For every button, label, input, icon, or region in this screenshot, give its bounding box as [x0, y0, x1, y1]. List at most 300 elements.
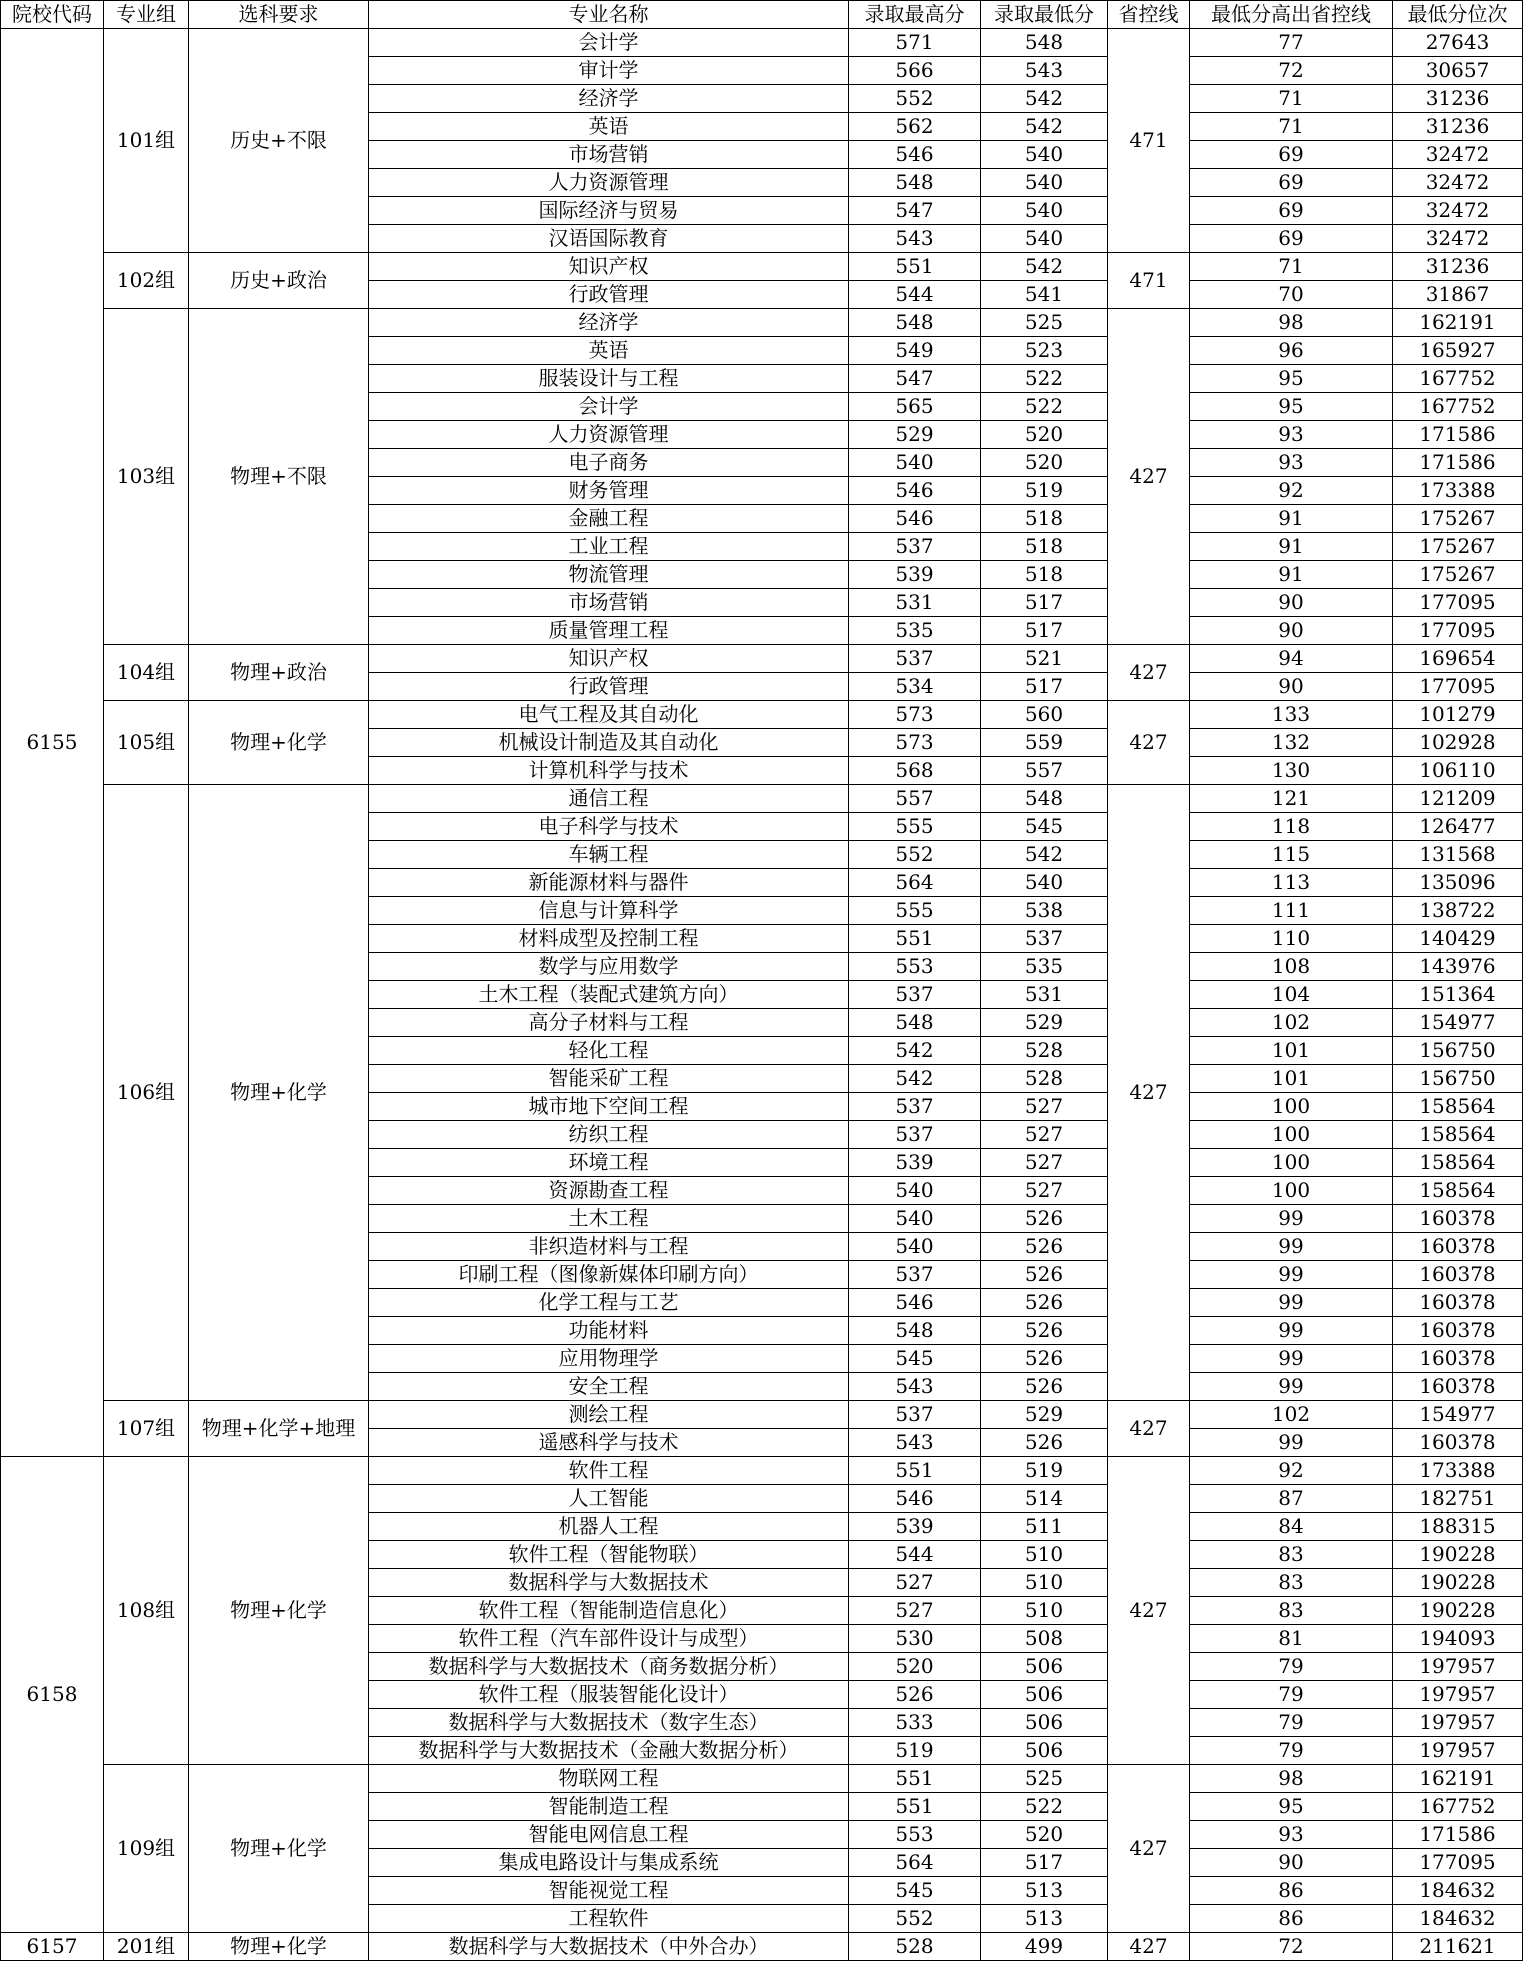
min-rank-cell: 160378 [1393, 1261, 1523, 1289]
above-control-line-cell: 95 [1190, 393, 1393, 421]
major-name-cell: 数据科学与大数据技术 [369, 1569, 849, 1597]
min-score-cell: 528 [981, 1065, 1108, 1093]
max-score-cell: 546 [849, 1485, 981, 1513]
major-group-cell: 105组 [104, 701, 189, 785]
min-score-cell: 529 [981, 1009, 1108, 1037]
min-rank-cell: 160378 [1393, 1233, 1523, 1261]
min-score-cell: 522 [981, 1793, 1108, 1821]
major-name-cell: 智能电网信息工程 [369, 1821, 849, 1849]
max-score-cell: 552 [849, 1905, 981, 1933]
min-score-cell: 537 [981, 925, 1108, 953]
max-score-cell: 547 [849, 365, 981, 393]
min-rank-cell: 175267 [1393, 561, 1523, 589]
min-score-cell: 545 [981, 813, 1108, 841]
min-score-cell: 508 [981, 1625, 1108, 1653]
above-control-line-cell: 115 [1190, 841, 1393, 869]
min-score-cell: 518 [981, 533, 1108, 561]
table-row [1, 309, 1523, 337]
major-group-cell: 103组 [104, 309, 189, 645]
major-name-cell: 国际经济与贸易 [369, 197, 849, 225]
min-score-cell: 506 [981, 1737, 1108, 1765]
min-score-cell: 526 [981, 1233, 1108, 1261]
major-name-cell: 土木工程（装配式建筑方向） [369, 981, 849, 1009]
major-name-cell: 城市地下空间工程 [369, 1093, 849, 1121]
control-line-cell: 427 [1108, 1765, 1190, 1933]
min-rank-cell: 177095 [1393, 617, 1523, 645]
min-score-cell: 526 [981, 1345, 1108, 1373]
above-control-line-cell: 86 [1190, 1877, 1393, 1905]
min-rank-cell: 151364 [1393, 981, 1523, 1009]
subject-requirement-cell: 历史+不限 [189, 29, 369, 253]
min-score-cell: 526 [981, 1205, 1108, 1233]
major-name-cell: 英语 [369, 337, 849, 365]
min-rank-cell: 165927 [1393, 337, 1523, 365]
min-rank-cell: 138722 [1393, 897, 1523, 925]
min-score-cell: 527 [981, 1121, 1108, 1149]
min-rank-cell: 197957 [1393, 1709, 1523, 1737]
max-score-cell: 551 [849, 1457, 981, 1485]
above-control-line-cell: 91 [1190, 561, 1393, 589]
major-name-cell: 智能制造工程 [369, 1793, 849, 1821]
min-rank-cell: 169654 [1393, 645, 1523, 673]
major-name-cell: 会计学 [369, 29, 849, 57]
min-score-cell: 517 [981, 589, 1108, 617]
max-score-cell: 542 [849, 1037, 981, 1065]
above-control-line-cell: 71 [1190, 85, 1393, 113]
min-rank-cell: 126477 [1393, 813, 1523, 841]
min-score-cell: 548 [981, 785, 1108, 813]
max-score-cell: 551 [849, 1793, 981, 1821]
subject-requirement-cell: 物理+化学+地理 [189, 1401, 369, 1457]
above-control-line-cell: 92 [1190, 1457, 1393, 1485]
above-control-line-cell: 110 [1190, 925, 1393, 953]
max-score-cell: 555 [849, 813, 981, 841]
max-score-cell: 551 [849, 1765, 981, 1793]
major-group-cell: 108组 [104, 1457, 189, 1765]
above-control-line-cell: 111 [1190, 897, 1393, 925]
above-control-line-cell: 99 [1190, 1429, 1393, 1457]
min-rank-cell: 31236 [1393, 113, 1523, 141]
table-row [1, 785, 1523, 813]
above-control-line-cell: 99 [1190, 1373, 1393, 1401]
control-line-cell: 427 [1108, 785, 1190, 1401]
major-name-cell: 质量管理工程 [369, 617, 849, 645]
major-name-cell: 金融工程 [369, 505, 849, 533]
above-control-line-cell: 72 [1190, 1933, 1393, 1961]
min-score-cell: 510 [981, 1597, 1108, 1625]
min-rank-cell: 140429 [1393, 925, 1523, 953]
min-rank-cell: 160378 [1393, 1429, 1523, 1457]
above-control-line-cell: 113 [1190, 869, 1393, 897]
above-control-line-cell: 93 [1190, 1821, 1393, 1849]
min-score-cell: 542 [981, 113, 1108, 141]
control-line-cell: 427 [1108, 1457, 1190, 1765]
school-code-cell: 6155 [1, 29, 104, 1457]
major-name-cell: 数学与应用数学 [369, 953, 849, 981]
max-score-cell: 540 [849, 449, 981, 477]
major-name-cell: 集成电路设计与集成系统 [369, 1849, 849, 1877]
major-group-cell: 201组 [104, 1933, 189, 1961]
above-control-line-cell: 98 [1190, 1765, 1393, 1793]
control-line-cell: 427 [1108, 1933, 1190, 1961]
above-control-line-cell: 99 [1190, 1317, 1393, 1345]
major-name-cell: 行政管理 [369, 673, 849, 701]
max-score-cell: 552 [849, 85, 981, 113]
min-score-cell: 506 [981, 1709, 1108, 1737]
control-line-cell: 427 [1108, 701, 1190, 785]
major-group-cell: 104组 [104, 645, 189, 701]
major-name-cell: 材料成型及控制工程 [369, 925, 849, 953]
above-control-line-cell: 83 [1190, 1569, 1393, 1597]
min-rank-cell: 162191 [1393, 309, 1523, 337]
min-score-cell: 540 [981, 141, 1108, 169]
min-score-cell: 559 [981, 729, 1108, 757]
max-score-cell: 548 [849, 309, 981, 337]
max-score-cell: 539 [849, 561, 981, 589]
major-name-cell: 安全工程 [369, 1373, 849, 1401]
major-name-cell: 功能材料 [369, 1317, 849, 1345]
min-score-cell: 543 [981, 57, 1108, 85]
max-score-cell: 530 [849, 1625, 981, 1653]
subject-requirement-cell: 物理+政治 [189, 645, 369, 701]
above-control-line-cell: 100 [1190, 1149, 1393, 1177]
above-control-line-cell: 90 [1190, 589, 1393, 617]
above-control-line-cell: 87 [1190, 1485, 1393, 1513]
control-line-cell: 471 [1108, 253, 1190, 309]
min-score-cell: 522 [981, 393, 1108, 421]
above-control-line-cell: 91 [1190, 533, 1393, 561]
min-rank-cell: 182751 [1393, 1485, 1523, 1513]
min-rank-cell: 197957 [1393, 1653, 1523, 1681]
above-control-line-cell: 94 [1190, 645, 1393, 673]
max-score-cell: 568 [849, 757, 981, 785]
min-rank-cell: 167752 [1393, 365, 1523, 393]
max-score-cell: 553 [849, 953, 981, 981]
major-name-cell: 智能视觉工程 [369, 1877, 849, 1905]
min-score-cell: 513 [981, 1905, 1108, 1933]
min-score-cell: 511 [981, 1513, 1108, 1541]
max-score-cell: 565 [849, 393, 981, 421]
max-score-cell: 552 [849, 841, 981, 869]
min-rank-cell: 131568 [1393, 841, 1523, 869]
min-rank-cell: 121209 [1393, 785, 1523, 813]
min-rank-cell: 32472 [1393, 197, 1523, 225]
above-control-line-cell: 81 [1190, 1625, 1393, 1653]
major-name-cell: 市场营销 [369, 589, 849, 617]
major-name-cell: 信息与计算科学 [369, 897, 849, 925]
min-rank-cell: 32472 [1393, 141, 1523, 169]
major-name-cell: 人工智能 [369, 1485, 849, 1513]
min-score-cell: 542 [981, 841, 1108, 869]
above-control-line-cell: 93 [1190, 449, 1393, 477]
max-score-cell: 537 [849, 1121, 981, 1149]
min-rank-cell: 188315 [1393, 1513, 1523, 1541]
major-name-cell: 测绘工程 [369, 1401, 849, 1429]
min-rank-cell: 156750 [1393, 1065, 1523, 1093]
min-score-cell: 525 [981, 309, 1108, 337]
min-score-cell: 540 [981, 197, 1108, 225]
min-score-cell: 526 [981, 1289, 1108, 1317]
min-rank-cell: 177095 [1393, 1849, 1523, 1877]
min-score-cell: 540 [981, 869, 1108, 897]
major-name-cell: 资源勘查工程 [369, 1177, 849, 1205]
major-name-cell: 数据科学与大数据技术（中外合办） [369, 1933, 849, 1961]
min-score-cell: 540 [981, 225, 1108, 253]
max-score-cell: 527 [849, 1569, 981, 1597]
major-group-cell: 101组 [104, 29, 189, 253]
above-control-line-cell: 102 [1190, 1401, 1393, 1429]
min-score-cell: 520 [981, 1821, 1108, 1849]
min-score-cell: 517 [981, 673, 1108, 701]
header-major-name: 专业名称 [369, 1, 849, 29]
min-score-cell: 542 [981, 253, 1108, 281]
max-score-cell: 537 [849, 981, 981, 1009]
max-score-cell: 542 [849, 1065, 981, 1093]
table-row [1, 1933, 1523, 1961]
major-name-cell: 工业工程 [369, 533, 849, 561]
above-control-line-cell: 130 [1190, 757, 1393, 785]
min-score-cell: 519 [981, 477, 1108, 505]
major-name-cell: 数据科学与大数据技术（数字生态） [369, 1709, 849, 1737]
major-group-cell: 107组 [104, 1401, 189, 1457]
min-score-cell: 520 [981, 449, 1108, 477]
major-name-cell: 财务管理 [369, 477, 849, 505]
max-score-cell: 537 [849, 1093, 981, 1121]
above-control-line-cell: 96 [1190, 337, 1393, 365]
min-score-cell: 531 [981, 981, 1108, 1009]
min-rank-cell: 160378 [1393, 1317, 1523, 1345]
major-name-cell: 数据科学与大数据技术（金融大数据分析） [369, 1737, 849, 1765]
min-rank-cell: 177095 [1393, 673, 1523, 701]
above-control-line-cell: 77 [1190, 29, 1393, 57]
min-rank-cell: 31236 [1393, 253, 1523, 281]
above-control-line-cell: 79 [1190, 1737, 1393, 1765]
major-name-cell: 经济学 [369, 85, 849, 113]
min-score-cell: 506 [981, 1681, 1108, 1709]
above-control-line-cell: 91 [1190, 505, 1393, 533]
major-name-cell: 软件工程（智能制造信息化） [369, 1597, 849, 1625]
min-rank-cell: 135096 [1393, 869, 1523, 897]
max-score-cell: 545 [849, 1877, 981, 1905]
max-score-cell: 571 [849, 29, 981, 57]
min-score-cell: 541 [981, 281, 1108, 309]
min-rank-cell: 32472 [1393, 225, 1523, 253]
min-score-cell: 525 [981, 1765, 1108, 1793]
subject-requirement-cell: 历史+政治 [189, 253, 369, 309]
above-control-line-cell: 72 [1190, 57, 1393, 85]
min-score-cell: 526 [981, 1261, 1108, 1289]
max-score-cell: 539 [849, 1513, 981, 1541]
min-rank-cell: 158564 [1393, 1149, 1523, 1177]
min-rank-cell: 102928 [1393, 729, 1523, 757]
max-score-cell: 546 [849, 477, 981, 505]
major-name-cell: 印刷工程（图像新媒体印刷方向） [369, 1261, 849, 1289]
above-control-line-cell: 86 [1190, 1905, 1393, 1933]
min-rank-cell: 167752 [1393, 1793, 1523, 1821]
above-control-line-cell: 99 [1190, 1289, 1393, 1317]
min-score-cell: 521 [981, 645, 1108, 673]
max-score-cell: 573 [849, 701, 981, 729]
max-score-cell: 543 [849, 225, 981, 253]
major-name-cell: 机械设计制造及其自动化 [369, 729, 849, 757]
max-score-cell: 547 [849, 197, 981, 225]
above-control-line-cell: 83 [1190, 1597, 1393, 1625]
control-line-cell: 471 [1108, 29, 1190, 253]
min-rank-cell: 211621 [1393, 1933, 1523, 1961]
max-score-cell: 539 [849, 1149, 981, 1177]
major-name-cell: 会计学 [369, 393, 849, 421]
min-rank-cell: 173388 [1393, 1457, 1523, 1485]
above-control-line-cell: 79 [1190, 1653, 1393, 1681]
min-score-cell: 560 [981, 701, 1108, 729]
min-score-cell: 526 [981, 1429, 1108, 1457]
min-score-cell: 520 [981, 421, 1108, 449]
above-control-line-cell: 83 [1190, 1541, 1393, 1569]
min-rank-cell: 32472 [1393, 169, 1523, 197]
min-rank-cell: 154977 [1393, 1009, 1523, 1037]
above-control-line-cell: 70 [1190, 281, 1393, 309]
above-control-line-cell: 99 [1190, 1233, 1393, 1261]
max-score-cell: 537 [849, 533, 981, 561]
max-score-cell: 540 [849, 1177, 981, 1205]
max-score-cell: 546 [849, 141, 981, 169]
major-name-cell: 轻化工程 [369, 1037, 849, 1065]
min-rank-cell: 190228 [1393, 1541, 1523, 1569]
max-score-cell: 548 [849, 1009, 981, 1037]
major-name-cell: 审计学 [369, 57, 849, 85]
min-score-cell: 557 [981, 757, 1108, 785]
above-control-line-cell: 71 [1190, 253, 1393, 281]
max-score-cell: 543 [849, 1373, 981, 1401]
min-score-cell: 510 [981, 1569, 1108, 1597]
above-control-line-cell: 69 [1190, 141, 1393, 169]
subject-requirement-cell: 物理+化学 [189, 1933, 369, 1961]
max-score-cell: 562 [849, 113, 981, 141]
min-rank-cell: 184632 [1393, 1905, 1523, 1933]
above-control-line-cell: 133 [1190, 701, 1393, 729]
max-score-cell: 551 [849, 253, 981, 281]
above-control-line-cell: 95 [1190, 1793, 1393, 1821]
max-score-cell: 564 [849, 1849, 981, 1877]
min-rank-cell: 160378 [1393, 1345, 1523, 1373]
min-score-cell: 499 [981, 1933, 1108, 1961]
above-control-line-cell: 101 [1190, 1065, 1393, 1093]
max-score-cell: 519 [849, 1737, 981, 1765]
min-rank-cell: 31236 [1393, 85, 1523, 113]
max-score-cell: 543 [849, 1429, 981, 1457]
major-name-cell: 软件工程（智能物联） [369, 1541, 849, 1569]
major-name-cell: 机器人工程 [369, 1513, 849, 1541]
max-score-cell: 546 [849, 505, 981, 533]
min-score-cell: 529 [981, 1401, 1108, 1429]
major-name-cell: 服装设计与工程 [369, 365, 849, 393]
min-score-cell: 517 [981, 1849, 1108, 1877]
above-control-line-cell: 93 [1190, 421, 1393, 449]
above-control-line-cell: 79 [1190, 1709, 1393, 1737]
major-group-cell: 109组 [104, 1765, 189, 1933]
max-score-cell: 548 [849, 1317, 981, 1345]
above-control-line-cell: 71 [1190, 113, 1393, 141]
above-control-line-cell: 99 [1190, 1345, 1393, 1373]
control-line-cell: 427 [1108, 645, 1190, 701]
min-rank-cell: 190228 [1393, 1569, 1523, 1597]
min-rank-cell: 30657 [1393, 57, 1523, 85]
major-name-cell: 新能源材料与器件 [369, 869, 849, 897]
above-control-line-cell: 79 [1190, 1681, 1393, 1709]
header-school-code: 院校代码 [1, 1, 104, 29]
major-name-cell: 软件工程 [369, 1457, 849, 1485]
above-control-line-cell: 132 [1190, 729, 1393, 757]
above-control-line-cell: 90 [1190, 673, 1393, 701]
header-control-line: 省控线 [1108, 1, 1190, 29]
max-score-cell: 529 [849, 421, 981, 449]
major-name-cell: 应用物理学 [369, 1345, 849, 1373]
subject-requirement-cell: 物理+化学 [189, 701, 369, 785]
min-score-cell: 527 [981, 1177, 1108, 1205]
subject-requirement-cell: 物理+化学 [189, 1765, 369, 1933]
major-name-cell: 软件工程（汽车部件设计与成型） [369, 1625, 849, 1653]
min-rank-cell: 156750 [1393, 1037, 1523, 1065]
max-score-cell: 528 [849, 1933, 981, 1961]
school-code-cell: 6157 [1, 1933, 104, 1961]
min-rank-cell: 101279 [1393, 701, 1523, 729]
max-score-cell: 540 [849, 1233, 981, 1261]
table-row [1, 645, 1523, 673]
max-score-cell: 548 [849, 169, 981, 197]
above-control-line-cell: 90 [1190, 617, 1393, 645]
above-control-line-cell: 90 [1190, 1849, 1393, 1877]
table-row [1, 1457, 1523, 1485]
min-score-cell: 506 [981, 1653, 1108, 1681]
min-rank-cell: 171586 [1393, 1821, 1523, 1849]
min-score-cell: 542 [981, 85, 1108, 113]
major-name-cell: 土木工程 [369, 1205, 849, 1233]
above-control-line-cell: 104 [1190, 981, 1393, 1009]
max-score-cell: 555 [849, 897, 981, 925]
major-name-cell: 车辆工程 [369, 841, 849, 869]
major-name-cell: 人力资源管理 [369, 421, 849, 449]
header-min-rank: 最低分位次 [1393, 1, 1523, 29]
major-name-cell: 非织造材料与工程 [369, 1233, 849, 1261]
major-name-cell: 电子商务 [369, 449, 849, 477]
control-line-cell: 427 [1108, 1401, 1190, 1457]
major-name-cell: 人力资源管理 [369, 169, 849, 197]
header-subject-requirement: 选科要求 [189, 1, 369, 29]
above-control-line-cell: 101 [1190, 1037, 1393, 1065]
min-rank-cell: 154977 [1393, 1401, 1523, 1429]
subject-requirement-cell: 物理+化学 [189, 1457, 369, 1765]
min-score-cell: 528 [981, 1037, 1108, 1065]
major-name-cell: 汉语国际教育 [369, 225, 849, 253]
subject-requirement-cell: 物理+化学 [189, 785, 369, 1401]
max-score-cell: 533 [849, 1709, 981, 1737]
header-above-control-line: 最低分高出省控线 [1190, 1, 1393, 29]
min-score-cell: 522 [981, 365, 1108, 393]
major-name-cell: 环境工程 [369, 1149, 849, 1177]
min-rank-cell: 31867 [1393, 281, 1523, 309]
min-score-cell: 513 [981, 1877, 1108, 1905]
max-score-cell: 557 [849, 785, 981, 813]
major-name-cell: 电气工程及其自动化 [369, 701, 849, 729]
above-control-line-cell: 84 [1190, 1513, 1393, 1541]
major-name-cell: 物联网工程 [369, 1765, 849, 1793]
min-rank-cell: 143976 [1393, 953, 1523, 981]
table-row [1, 701, 1523, 729]
max-score-cell: 551 [849, 925, 981, 953]
major-name-cell: 物流管理 [369, 561, 849, 589]
min-score-cell: 540 [981, 169, 1108, 197]
major-name-cell: 电子科学与技术 [369, 813, 849, 841]
